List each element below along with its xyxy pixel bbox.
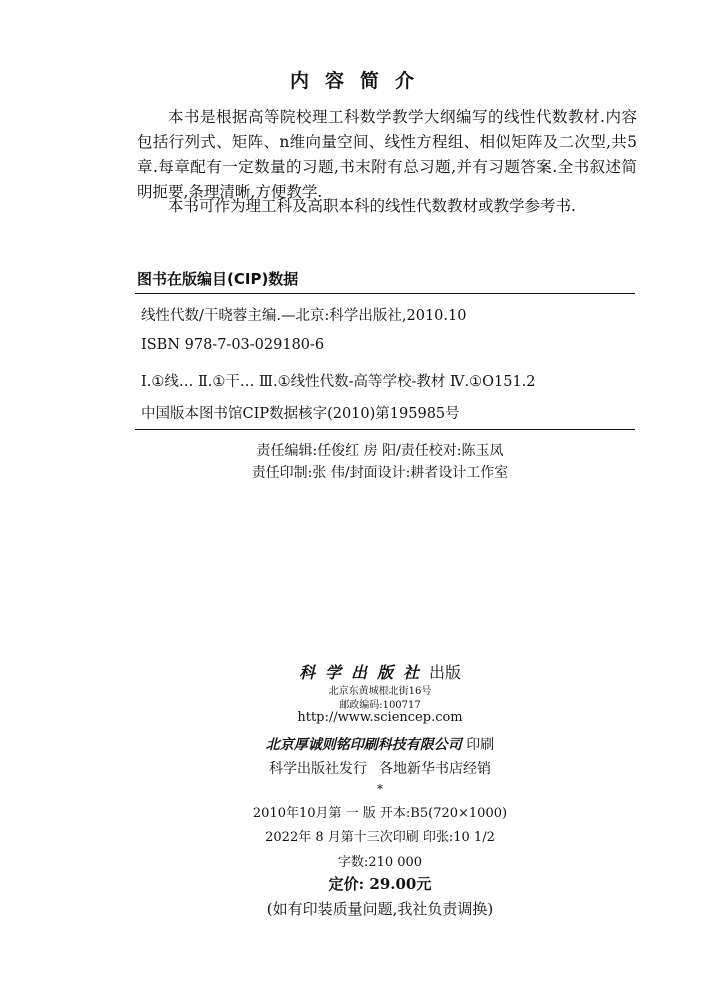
printer-suffix: 印刷	[466, 737, 495, 753]
staff-editors: 责任编辑:任俊红 房 阳/责任校对:陈玉凤	[256, 443, 504, 459]
distribution-retailer: 各地新华书店经销	[379, 761, 491, 777]
distribution-line	[0, 758, 720, 778]
summary-paragraph: 本书是根据高等院校理工科数学教学大纲编写的线性代数教材.内容包括行列式、矩阵、n维向量空间、线性方程组、相似矩阵及二次型,共5章.每章配有一定数量的习题,书末附有总习题,并有习题答案.全书叙述简明扼要,条理清晰,方便教学.	[137, 108, 637, 201]
cip-bottom-rule	[135, 429, 635, 430]
staff-production: 责任印制:张 伟/封面设计:耕者设计工作室	[251, 465, 509, 481]
publisher-line	[0, 660, 720, 683]
cip-record-number: 中国版本图书馆CIP数据核字(2010)第195985号	[141, 406, 460, 422]
distribution-publisher: 科学出版社发行	[269, 761, 367, 777]
publisher-suffix: 出版	[429, 663, 462, 682]
cip-heading: 图书在版编目(CIP)数据	[137, 270, 299, 288]
price: 定价: 29.00元	[328, 875, 432, 893]
cip-top-rule	[135, 293, 635, 294]
cip-classification: Ⅰ.①线… Ⅱ.①干… Ⅲ.①线性代数-高等学校-教材 Ⅳ.①O151.2	[141, 374, 536, 390]
publisher-url: http://www.sciencep.com	[297, 710, 463, 725]
page-title: 内容简介	[289, 70, 430, 92]
edition-format: 2010年10月第 一 版 开本:B5(720×1000)	[252, 806, 508, 821]
printer-line	[0, 734, 720, 754]
postcode: 邮政编码:100717	[339, 700, 421, 711]
word-count: 字数:210 000	[337, 855, 423, 870]
quality-note: (如有印装质量问题,我社负责调换)	[266, 900, 494, 918]
summary-paragraph-usage: 本书可作为理工科及高职本科的线性代数教材或教学参考书.	[168, 197, 576, 215]
publisher-address: 北京东黄城根北街16号	[328, 686, 432, 697]
cip-isbn: ISBN 978-7-03-029180-6	[141, 337, 325, 353]
publisher-name: 科学出版社	[298, 663, 429, 682]
printing-sheets: 2022年 8 月第十三次印刷 印张:10 1/2	[265, 830, 495, 845]
separator-star: *	[377, 782, 383, 796]
cip-title-line: 线性代数/干晓蓉主编.—北京:科学出版社,2010.10	[141, 308, 467, 324]
printer-name: 北京厚诚则铭印刷科技有限公司	[265, 737, 462, 753]
